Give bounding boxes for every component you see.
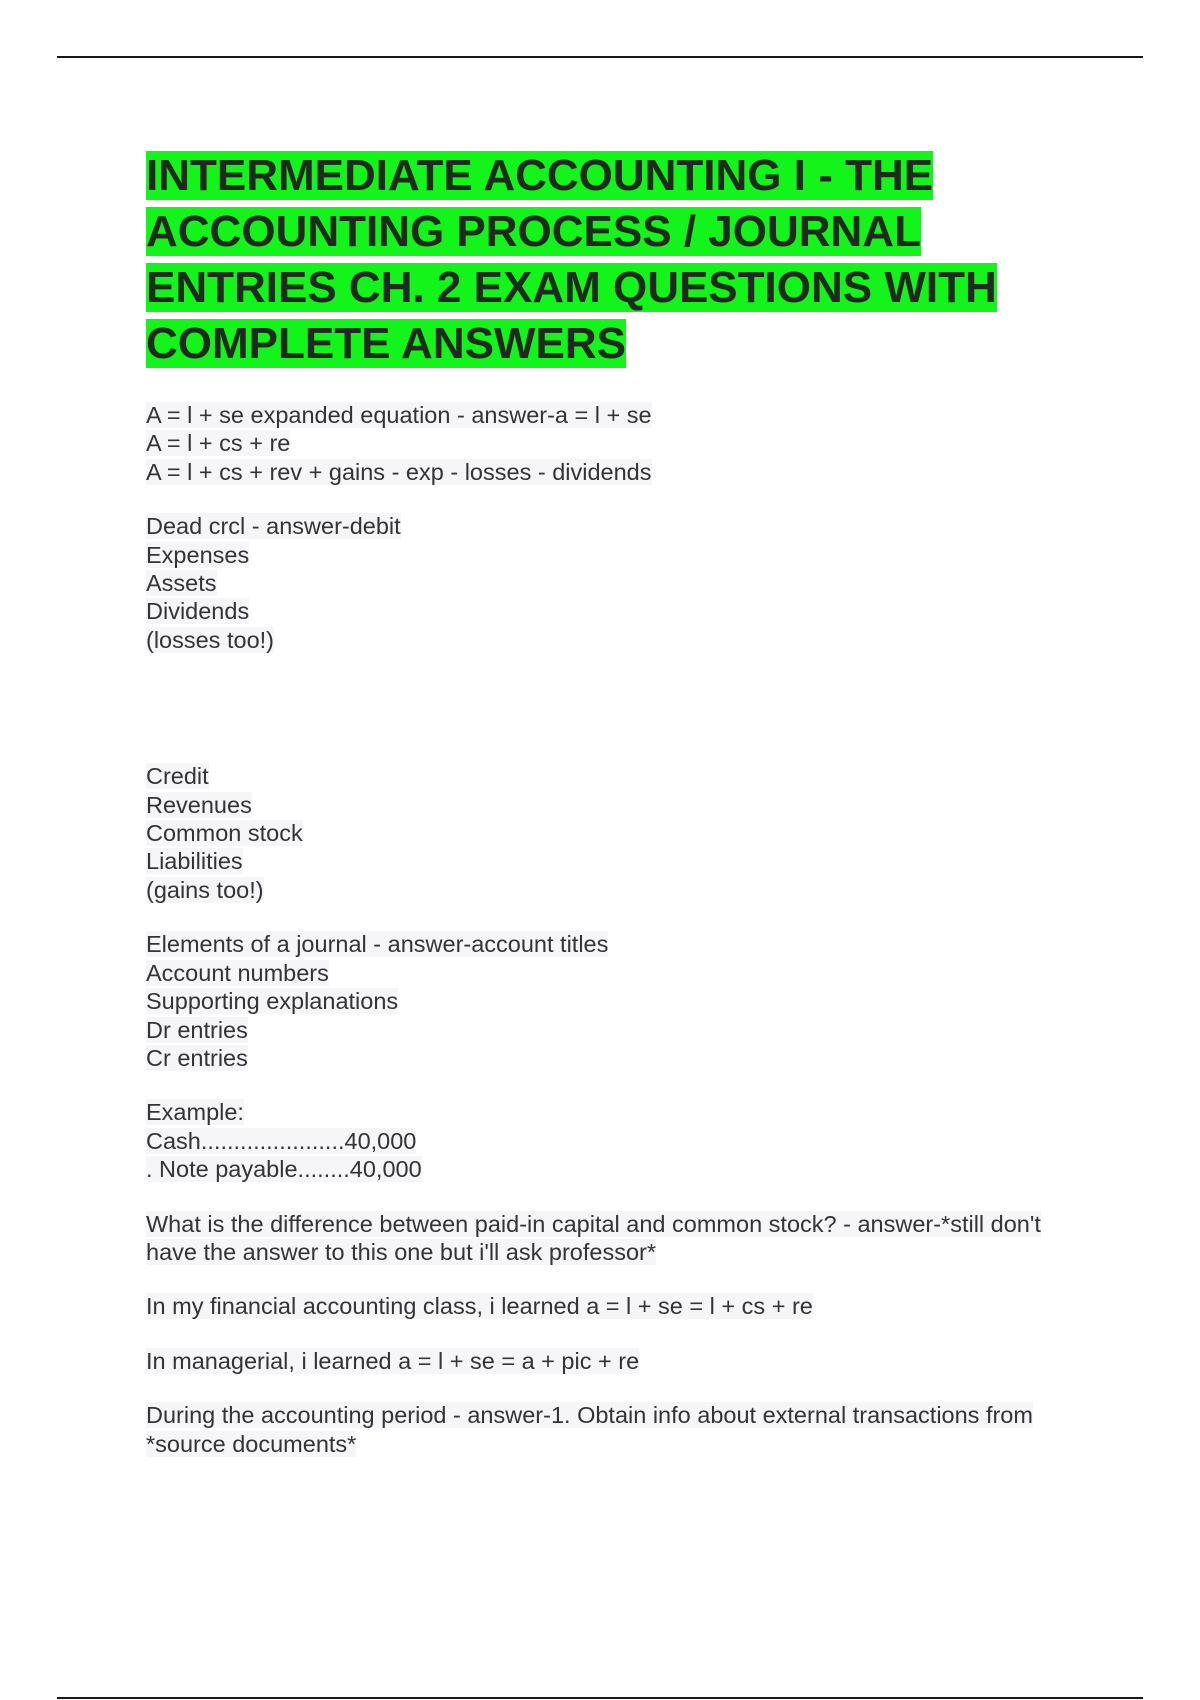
entry-line: During the accounting period - answer-1. Obtain info about external transactions from — [146, 1402, 1033, 1429]
entry-line: Revenues — [146, 791, 252, 818]
document-body — [146, 148, 1086, 1484]
entry-line: Elements of a journal - answer-account titles — [146, 931, 609, 958]
entry-line: In my financial accounting class, i learned a = l + se = l + cs + re — [146, 1293, 813, 1320]
entry-line: A = l + cs + rev + gains - exp - losses - dividends — [146, 458, 652, 485]
entry-line: (losses too!) — [146, 626, 274, 653]
footer-rule — [57, 1697, 1143, 1699]
document-title — [146, 148, 1086, 372]
qa-entry — [146, 1347, 1086, 1375]
entry-line: What is the difference between paid-in capital and common stock? - answer-*still don't — [146, 1210, 1041, 1237]
entry-line: . Note payable........40,000 — [146, 1156, 422, 1183]
entry-line: Cash......................40,000 — [146, 1127, 417, 1154]
qa-entry — [146, 1401, 1086, 1458]
entry-line: Liabilities — [146, 848, 243, 875]
entry-line: Dead crcl - answer-debit — [146, 513, 401, 540]
entry-line: Supporting explanations — [146, 988, 399, 1015]
entry-line: In managerial, i learned a = l + se = a + pic + re — [146, 1347, 640, 1374]
qa-entry — [146, 401, 1086, 486]
qa-entry — [146, 930, 1086, 1072]
entry-line: Dr entries — [146, 1016, 248, 1043]
entry-line: have the answer to this one but i'll ask professor* — [146, 1238, 657, 1265]
qa-entry — [146, 1098, 1086, 1183]
entry-line: Cr entries — [146, 1044, 248, 1071]
header-rule — [57, 56, 1143, 58]
entry-line: Account numbers — [146, 959, 329, 986]
qa-entry — [146, 1292, 1086, 1320]
qa-entry — [146, 512, 1086, 736]
qa-entry — [146, 1210, 1086, 1267]
qa-entries — [146, 401, 1086, 1458]
entry-line: (gains too!) — [146, 876, 264, 903]
entry-line: A = l + cs + re — [146, 430, 291, 457]
entry-line: Credit — [146, 763, 209, 790]
entry-line: Expenses — [146, 541, 250, 568]
entry-line: Example: — [146, 1099, 244, 1126]
entry-line: Assets — [146, 570, 217, 597]
qa-entry — [146, 762, 1086, 904]
blank-space — [146, 654, 1086, 736]
entry-line: Dividends — [146, 598, 250, 625]
entry-line: *source documents* — [146, 1430, 357, 1457]
entry-line: A = l + se expanded equation - answer-a = l + se — [146, 402, 652, 428]
title-highlight: INTERMEDIATE ACCOUNTING I - THE ACCOUNTING PROCESS / JOURNAL ENTRIES CH. 2 EXAM QUESTIONS WITH COMPLETE ANSWERS — [146, 151, 997, 368]
entry-line: Common stock — [146, 820, 303, 847]
